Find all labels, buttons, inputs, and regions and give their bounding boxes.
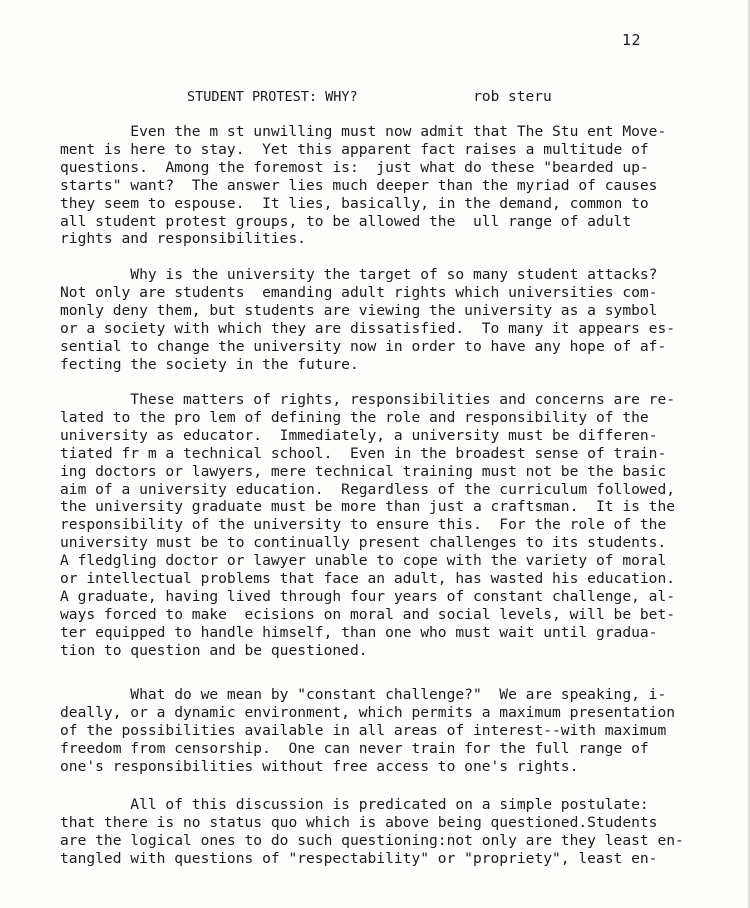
text-line: Why is the university the target of so many student attacks? xyxy=(60,266,658,283)
paragraph-4 xyxy=(60,686,736,776)
text-line: of the possibilities available in all areas of interest--with maximum xyxy=(60,721,667,739)
text-line: ways forced to make ecisions on moral and social levels, will be bet- xyxy=(60,605,676,623)
text-line: rights and responsibilities. xyxy=(60,230,307,248)
text-line: starts" want? The answer lies much deeper than the myriad of causes xyxy=(60,176,658,194)
text-line: are the logical ones to do such questioning:not only are they least en- xyxy=(60,831,684,849)
text-line: or a society with which they are dissatisfied. To many it appears es- xyxy=(60,319,676,337)
page-number: 12 xyxy=(622,31,642,49)
text-line: freedom from censorship. One can never train for the full range of xyxy=(60,739,649,757)
text-line: tiated fr m a technical school. Even in the broadest sense of train- xyxy=(60,444,667,462)
paragraph-1 xyxy=(60,123,736,248)
text-line: university as educator. Immediately, a university must be differen- xyxy=(60,426,658,444)
text-line: fecting the society in the future. xyxy=(60,355,359,373)
author-name: rob steru xyxy=(473,89,552,105)
paragraph-5 xyxy=(60,796,736,868)
text-line: that there is no status quo which is above being questioned.Students xyxy=(60,813,658,831)
text-line: aim of a university education. Regardless of the curriculum followed, xyxy=(60,480,676,498)
text-line: ing doctors or lawyers, mere technical training must not be the basic xyxy=(60,462,667,480)
paragraph-3 xyxy=(60,391,736,660)
text-line: ter equipped to handle himself, than one who must wait until gradua- xyxy=(60,623,658,641)
paragraph-2 xyxy=(60,266,736,373)
text-line: all student protest groups, to be allowed the ull range of adult xyxy=(60,212,632,230)
text-line: university must be to continually present challenges to its students. xyxy=(60,534,667,552)
text-line: A fledgling doctor or lawyer unable to cope with the variety of moral xyxy=(60,552,667,570)
text-line: one's responsibilities without free access to one's rights. xyxy=(60,757,579,775)
text-line: sential to change the university now in order to have any hope of af- xyxy=(60,337,667,355)
text-line: the university graduate must be more than just a craftsman. It is the xyxy=(60,498,676,516)
text-line: lated to the pro lem of defining the role and responsibility of the xyxy=(60,408,649,426)
text-line: A graduate, having lived through four years of constant challenge, al- xyxy=(60,587,676,605)
document-title: STUDENT PROTEST: WHY? xyxy=(187,89,358,105)
text-line: Not only are students emanding adult rights which universities com- xyxy=(60,283,658,301)
text-line: deally, or a dynamic environment, which permits a maximum presentation xyxy=(60,703,676,721)
text-line: questions. Among the foremost is: just what do these "bearded up- xyxy=(60,158,649,176)
text-line: What do we mean by "constant challenge?" We are speaking, i- xyxy=(60,686,667,703)
text-line: ment is here to stay. Yet this apparent fact raises a multitude of xyxy=(60,140,649,158)
text-line: Even the m st unwilling must now admit that The Stu ent Move- xyxy=(60,123,667,140)
text-line: responsibility of the university to ensure this. For the role of the xyxy=(60,516,667,534)
text-line: they seem to espouse. It lies, basically, in the demand, common to xyxy=(60,194,649,212)
text-line: or intellectual problems that face an adult, has wasted his education. xyxy=(60,570,676,588)
text-line: tangled with questions of "respectability" or "propriety", least en- xyxy=(60,849,658,867)
text-line: These matters of rights, responsibilities and concerns are re- xyxy=(60,391,676,408)
text-line: tion to question and be questioned. xyxy=(60,641,368,659)
text-line: monly deny them, but students are viewing the university as a symbol xyxy=(60,301,658,319)
title-row xyxy=(187,89,552,105)
text-line: All of this discussion is predicated on a simple postulate: xyxy=(60,796,649,813)
